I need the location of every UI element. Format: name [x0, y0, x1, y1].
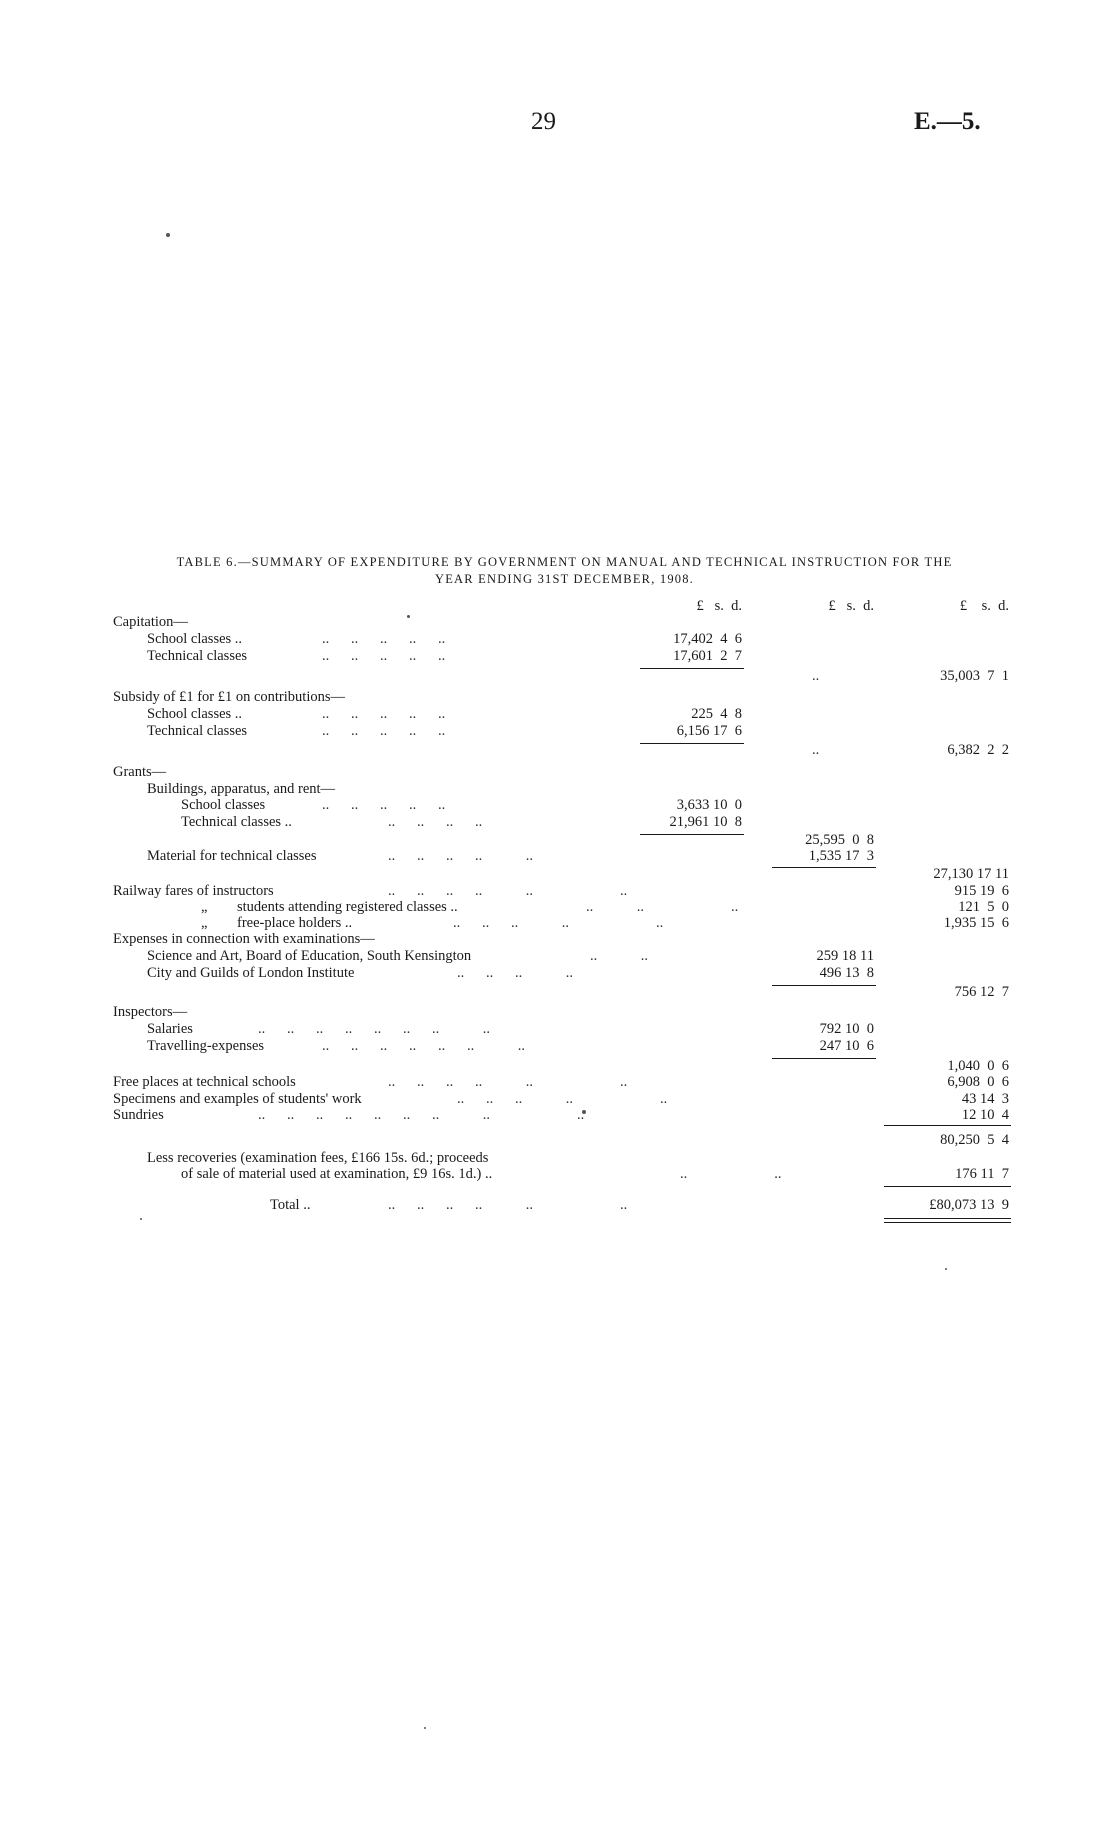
- leader-dots: .. .. .. .. .. .. .. ..: [258, 1021, 490, 1037]
- table-row: [0, 723, 1114, 740]
- table-row: [0, 689, 1114, 706]
- table-row: [0, 1132, 1114, 1149]
- leader-dots: .. .. .. .. .. ..: [388, 1197, 628, 1213]
- ditto-mark: „: [201, 915, 208, 931]
- table-row: [0, 742, 1114, 759]
- table-row: [0, 614, 1114, 631]
- table-row: [0, 1150, 1114, 1167]
- leader-dots: .. .. .. .. .. ..: [388, 1074, 628, 1090]
- cell-value: 756 12 7: [954, 984, 1009, 1000]
- leader-dots: .. .. .. .. ..: [457, 1091, 668, 1107]
- speck: [424, 1727, 426, 1729]
- table-row: [0, 1074, 1114, 1091]
- cell-value: 21,961 10 8: [669, 814, 742, 830]
- row-label: free-place holders ..: [237, 915, 353, 931]
- row-label: Technical classes: [147, 723, 248, 739]
- column-header-1: £ s. d.: [696, 598, 742, 614]
- leader-dots: .. .. ..: [586, 899, 739, 915]
- table-row: [0, 797, 1114, 814]
- table-row: [0, 1166, 1114, 1183]
- row-label: students attending registered classes ..: [237, 899, 458, 915]
- leader-dots: .. .. .. .. .. .. ..: [322, 1038, 525, 1054]
- table-row: [0, 764, 1114, 781]
- row-label: Less recoveries (examination fees, £166 15s. 6d.; proceeds: [147, 1150, 489, 1166]
- table-row: [0, 1004, 1114, 1021]
- total-label: Total ..: [270, 1197, 311, 1213]
- section-heading: Subsidy of £1 for £1 on contributions—: [113, 689, 345, 705]
- table-row: [0, 965, 1114, 982]
- table-row: [0, 948, 1114, 965]
- table-row: [0, 1038, 1114, 1055]
- table-row: [0, 648, 1114, 665]
- cell-value: 17,402 4 6: [673, 631, 742, 647]
- table-row: [0, 915, 1114, 932]
- cell-value: 3,633 10 0: [676, 797, 742, 813]
- leader-dots: .. .. .. ..: [457, 965, 573, 981]
- row-label: of sale of material used at examination, £9 16s. 1d.) ..: [181, 1166, 493, 1182]
- cell-value: 121 5 0: [958, 899, 1009, 915]
- leader-dots: .. .. .. .. ..: [322, 797, 446, 813]
- row-label: Railway fares of instructors: [113, 883, 274, 899]
- leader-dots: .. .. .. .. ..: [388, 848, 533, 864]
- leader-dots: ..: [812, 668, 820, 684]
- total-row: [0, 1197, 1114, 1214]
- cell-value: 1,040 0 6: [947, 1058, 1009, 1074]
- double-rule-bottom: [884, 1222, 1011, 1223]
- cell-value: 225 4 8: [691, 706, 742, 722]
- table-row: [0, 866, 1114, 883]
- table-row: [0, 1021, 1114, 1038]
- table-caption: TABLE 6.—SUMMARY OF EXPENDITURE BY GOVERNMENT ON MANUAL AND TECHNICAL INSTRUCTION FOR THE: [176, 555, 953, 569]
- leader-dots: .. ..: [590, 948, 648, 964]
- page-number: 29: [531, 108, 556, 135]
- speck: [166, 233, 170, 237]
- double-rule-top: [884, 1218, 1011, 1219]
- row-label: Technical classes: [147, 648, 248, 664]
- cell-value: 35,003 7 1: [940, 668, 1009, 684]
- cell-value: 25,595 0 8: [805, 832, 874, 848]
- leader-dots: ..: [812, 742, 820, 758]
- row-label: Free places at technical schools: [113, 1074, 296, 1090]
- leader-dots: .. .. .. .. .. .. .. .. ..: [258, 1107, 585, 1123]
- table-row: [0, 631, 1114, 648]
- cell-value: 6,382 2 2: [947, 742, 1009, 758]
- grand-total: £80,073 13 9: [929, 1197, 1009, 1213]
- leader-dots: .. ..: [680, 1166, 782, 1182]
- table-row: [0, 1058, 1114, 1075]
- speck: [140, 1218, 142, 1220]
- cell-value: 247 10 6: [819, 1038, 874, 1054]
- section-heading: Capitation—: [113, 614, 188, 630]
- leader-dots: .. .. .. ..: [388, 814, 483, 830]
- row-label: Specimens and examples of students' work: [113, 1091, 362, 1107]
- ditto-mark: „: [201, 899, 208, 915]
- row-label: Material for technical classes: [147, 848, 317, 864]
- cell-value: 12 10 4: [961, 1107, 1009, 1123]
- row-label: School classes ..: [147, 706, 243, 722]
- row-label: Technical classes ..: [181, 814, 292, 830]
- cell-value: 17,601 2 7: [673, 648, 742, 664]
- row-label: City and Guilds of London Institute: [147, 965, 355, 981]
- leader-dots: .. .. .. .. ..: [322, 631, 446, 647]
- leader-dots: .. .. .. .. ..: [453, 915, 664, 931]
- table-row: [0, 814, 1114, 831]
- column-header-row: [0, 598, 1114, 615]
- cell-value: 27,130 17 11: [933, 866, 1009, 882]
- cell-value: 792 10 0: [819, 1021, 874, 1037]
- column-header-3: £ s. d.: [959, 598, 1009, 614]
- row-label: Travelling-expenses: [147, 1038, 265, 1054]
- speck: [945, 1268, 947, 1270]
- cell-value: 176 11 7: [955, 1166, 1009, 1182]
- table-row: [0, 899, 1114, 916]
- table-row: [0, 931, 1114, 948]
- table-row: [0, 848, 1114, 865]
- column-header-2: £ s. d.: [828, 598, 874, 614]
- row-label: School classes ..: [147, 631, 243, 647]
- leader-dots: .. .. .. .. ..: [322, 706, 446, 722]
- cell-value: 915 19 6: [954, 883, 1009, 899]
- table-row: [0, 1091, 1114, 1108]
- table-caption-subtitle: YEAR ENDING 31ST DECEMBER, 1908.: [434, 572, 694, 586]
- row-label: School classes: [181, 797, 266, 813]
- table-row: [0, 984, 1114, 1001]
- leader-dots: .. .. .. .. ..: [322, 648, 446, 664]
- table-row: [0, 781, 1114, 798]
- table-row: [0, 1107, 1114, 1124]
- cell-value: 80,250 5 4: [940, 1132, 1009, 1148]
- section-heading: Expenses in connection with examinations—: [113, 931, 375, 947]
- series-code: E.—5.: [914, 108, 981, 135]
- table-row: [0, 668, 1114, 685]
- row-label: Sundries: [113, 1107, 164, 1123]
- row-label: Salaries: [147, 1021, 193, 1037]
- leader-dots: .. .. .. .. ..: [322, 723, 446, 739]
- cell-value: 496 13 8: [819, 965, 874, 981]
- cell-value: 6,908 0 6: [947, 1074, 1009, 1090]
- cell-value: 259 18 11: [816, 948, 874, 964]
- table-row: [0, 832, 1114, 849]
- cell-value: 6,156 17 6: [676, 723, 742, 739]
- cell-value: 1,935 15 6: [943, 915, 1009, 931]
- cell-value: 43 14 3: [961, 1091, 1009, 1107]
- section-heading: Inspectors—: [113, 1004, 188, 1020]
- row-label: Science and Art, Board of Education, South Kensington: [147, 948, 472, 964]
- leader-dots: .. .. .. .. .. ..: [388, 883, 628, 899]
- sum-rule: [884, 1125, 1011, 1126]
- cell-value: 1,535 17 3: [808, 848, 874, 864]
- subsection-heading: Buildings, apparatus, and rent—: [147, 781, 336, 797]
- sum-rule: [884, 1186, 1011, 1187]
- section-heading: Grants—: [113, 764, 167, 780]
- table-row: [0, 706, 1114, 723]
- table-row: [0, 883, 1114, 900]
